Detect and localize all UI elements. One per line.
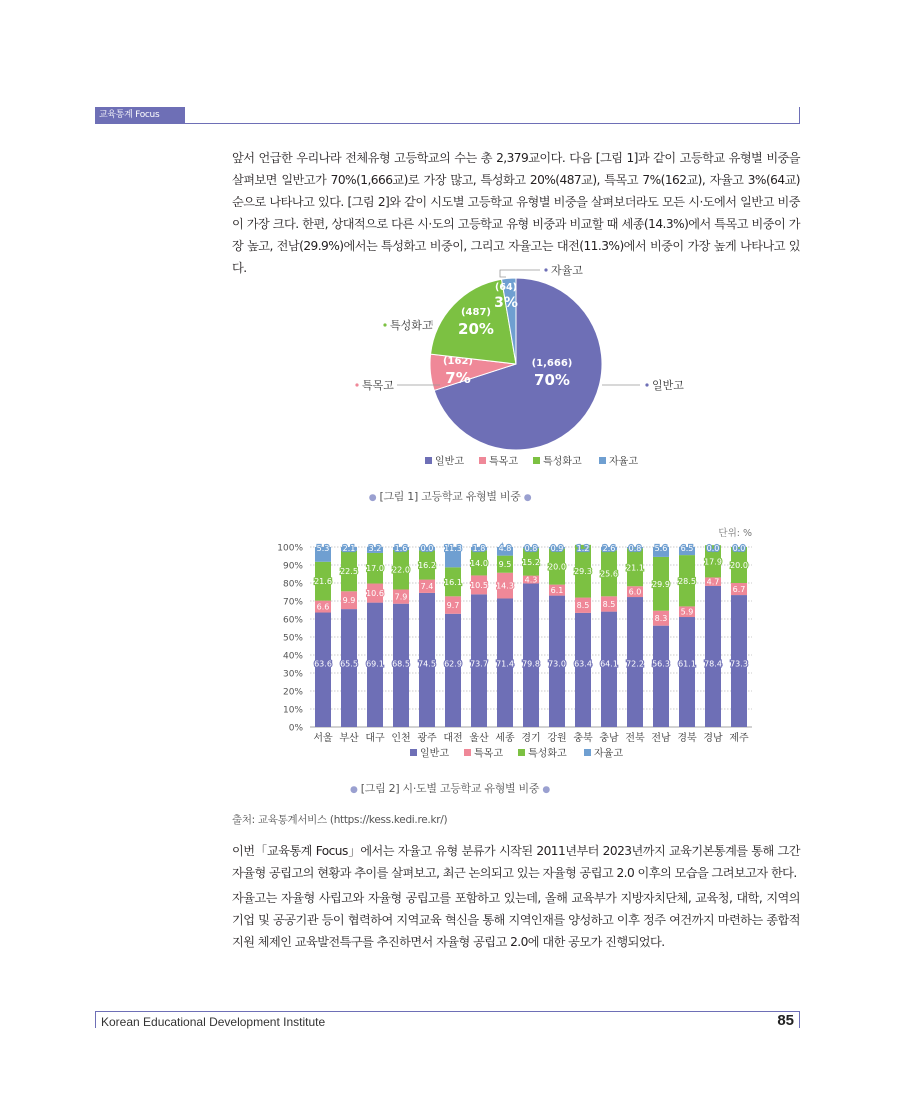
bar-value-label: 16.2 [418,561,436,570]
y-tick-label: 0% [288,723,303,734]
bar-value-label: 0.9 [550,543,564,553]
bar-value-label: 20.0 [730,561,748,570]
x-tick-label: 경기 [521,733,541,744]
bar-value-label: 0.0 [706,543,720,553]
legend-label: 자율고 [609,456,638,468]
y-tick-label: 20% [282,687,303,698]
bar-value-label: 10.6 [366,589,384,599]
bar-value-label: 29.9 [652,579,670,589]
bar-value-label: 2.6 [602,543,616,553]
x-tick-label: 경남 [703,733,723,744]
bar-value-label: 56.3 [652,659,670,669]
legend-label: 일반고 [420,748,449,760]
bar-value-label: 17.9 [704,557,722,567]
y-tick-label: 60% [282,615,303,626]
bar-value-label: 73.0 [548,659,566,669]
bar-value-label: 28.5 [678,576,696,586]
bar-value-label: 3.2 [368,543,382,553]
bar-value-label: 21.6 [314,577,332,587]
figure-1-title: [그림 1] 고등학교 유형별 비중 [379,490,521,503]
bar-value-label: 16.1 [444,577,462,587]
y-tick-label: 70% [282,597,303,608]
legend-swatch [410,749,417,756]
bar-value-label: 11.3 [444,543,462,553]
bar-segment-0 [523,583,539,727]
x-tick-label: 제주 [729,733,749,744]
bar-value-label: 73.7 [470,659,488,669]
legend-label: 특성화고 [543,456,582,468]
pie-count-label: (487) [460,307,492,318]
bar-value-label: 6.5 [680,543,694,553]
bar-value-label: 5.3 [316,543,330,553]
pie-count-label: (162) [442,356,474,367]
bar-value-label: 73.3 [730,659,748,669]
legend-label: 특목고 [489,456,518,468]
x-tick-label: 대구 [365,733,385,744]
bar-value-label: 22.5 [340,567,358,577]
bar-value-label: 65.5 [340,659,358,669]
x-tick-label: 부산 [339,733,359,744]
pie-percent-label: 20% [458,320,494,338]
bar-value-label: 8.3 [654,614,668,624]
pie-callout-general: 일반고 [652,379,684,392]
bar-value-label: 2.1 [342,543,356,553]
bar-segment-0 [653,626,669,727]
pie-legend [425,455,638,468]
bar-value-label: 74.5 [418,659,436,669]
bar-value-label: 0.0 [732,543,746,553]
x-tick-label: 울산 [469,733,489,744]
body-paragraph-2: 이번「교육통계 Focus」에서는 자율고 유형 분류가 시작된 2011년부터 2023년까지 교육기본통계를 통해 그간 자율형 공립고의 현황과 추이를 살펴보고, 최근 논의되고 있는 자율형 공립고 2.0 이후의 모습을 그려보고자 한다. [232,844,800,880]
bar-value-label: 25.6 [600,569,618,579]
bar-value-label: 6.1 [550,586,564,596]
bar-segment-0 [445,614,461,727]
bar-value-label: 4.8 [498,543,512,553]
pie-chart [430,278,602,450]
figure-1-caption [0,488,900,504]
bar-value-label: 71.4 [496,659,514,669]
pie-percent-label: 7% [445,369,471,387]
legend-swatch [533,457,540,464]
source-citation: 출처: 교육통계서비스 (https://kess.kedi.re.kr/) [232,814,448,826]
legend-label: 자율고 [594,748,623,760]
legend-label: 특성화고 [528,748,567,760]
legend-swatch [518,749,525,756]
bar-value-label: 62.9 [444,659,462,669]
x-tick-label: 서울 [313,733,333,744]
caption-bullet-icon: ● [542,785,550,795]
footer-divider [95,1011,800,1012]
legend-swatch [584,749,591,756]
bar-value-label: 9.7 [446,601,460,611]
caption-bullet-icon: ● [523,493,532,503]
x-tick-label: 인천 [391,733,411,744]
y-tick-label: 10% [282,705,303,716]
pie-percent-label: 70% [534,371,570,389]
bar-value-label: 64.1 [600,659,618,669]
bar-segment-0 [601,612,617,727]
bar-value-label: 17.0 [366,564,384,574]
bar-value-label: 8.5 [602,599,616,609]
pie-callout-autonomous: 자율고 [551,264,583,277]
bar-value-label: 63.6 [314,659,332,669]
legend-label: 특목고 [474,748,503,760]
bar-value-label: 7.9 [394,592,408,602]
bar-value-label: 6.0 [628,587,642,597]
pie-callout-vocational: 특성화고 [390,319,433,332]
bar-value-label: 10.5 [470,580,488,590]
bar-value-label: 22.0 [392,565,410,575]
body-paragraph-3: 자율고는 자율형 사립고와 자율형 공립고를 포함하고 있는데, 올해 교육부가 지방자치단체, 교육청, 대학, 지역의 기업 및 공공기관 등이 협력하여 지역교육 혁신을 통해 지역인재를 양성하고 이후 정주 여건까지 마련하는 종합적 지원 체제인 교육발전특구를 추진하면서 자율형 공립고 2.0에 대한 공모가 진행되었다. [232,891,800,949]
bar-value-label: 0.8 [628,543,642,553]
section-tab: 교육통계 Focus [95,107,185,124]
x-tick-label: 전북 [625,733,645,744]
bar-value-label: 5.9 [680,607,694,617]
bar-value-label: 61.1 [678,659,696,669]
bar-value-label: 29.3 [574,567,592,577]
pie-count-label: (64) [495,282,517,293]
y-tick-label: 50% [282,633,303,644]
y-tick-label: 100% [277,543,303,554]
x-tick-label: 전남 [651,733,671,744]
bar-value-label: 78.4 [704,659,722,669]
y-tick-label: 90% [282,561,303,572]
bar-value-label: 21.1 [626,563,644,573]
bar-value-label: 14.0 [470,558,488,568]
bar-segment-0 [679,617,695,727]
bar-chart [313,544,749,744]
figure-2-caption [0,780,900,796]
y-tick-label: 30% [282,669,303,680]
bar-value-label: 68.5 [392,659,410,669]
legend-label: 일반고 [435,456,464,468]
bar-segment-0 [575,613,591,727]
footer-institute: Korean Educational Development Institute [101,1015,326,1029]
bar-value-label: 1.8 [472,543,486,553]
bar-value-label: 69.1 [366,659,384,669]
bar-value-label: 15.2 [522,557,540,567]
bar-value-label: 5.6 [654,543,668,553]
bar-value-label: 79.8 [522,659,540,669]
figure-2-title: [그림 2] 시·도별 고등학교 유형별 비중 [360,782,540,795]
bar-value-label: 8.5 [576,601,590,611]
legend-swatch [599,457,606,464]
bar-value-label: 9.9 [342,596,356,606]
caption-bullet-icon: ● [350,785,358,795]
x-tick-label: 경북 [677,733,697,744]
x-tick-label: 충북 [573,733,593,744]
bar-value-label: 6.7 [732,585,746,595]
pie-callout-special: 특목고 [362,379,394,392]
x-tick-label: 광주 [417,733,437,744]
bar-value-label: 9.5 [498,560,512,570]
bar-unit-label: 단위: % [718,528,752,539]
x-tick-label: 대전 [443,733,463,744]
bar-value-label: 0.0 [420,543,434,553]
page-number: 85 [777,1012,794,1029]
caption-bullet-icon: ● [368,493,377,503]
bar-value-label: 6.6 [316,602,330,612]
intro-paragraph: 앞서 언급한 우리나라 전체유형 고등학교의 수는 총 2,379교이다. 다음 [그림 1]과 같이 고등학교 유형별 비중을 살펴보면 일반고가 70%(1,666교)로 가장 많고, 특성화고 20%(487교), 특목고 7%(162교), 자율고 3%(64교) 순으로 나타나고 있다. [그림 2]와 같이 시도별 고등학교 유형별 비중을 살펴보더라도 모든 시·도에서 일반고 비중이 가장 크다. 한편, 상대적으로 다른 시·도의 고등학교 유형 비중과 비교할 때 세종(14.3%)에서 특목고 비중이 가장 높고, 전남(29.9%)에서는 특성화고 비중이, 그리고 자율고는 대전(11.3%)에서 비중이 가장 높게 나타나고 있다. [232,151,800,275]
x-tick-label: 세종 [495,733,515,744]
bar-value-label: 4.7 [706,577,720,587]
bar-value-label: 63.4 [574,659,592,669]
bar-value-label: 72.2 [626,659,644,669]
bar-value-label: 1.6 [394,543,408,553]
pie-percent-label: 3% [494,295,518,311]
bar-value-label: 4.3 [524,575,538,585]
bar-value-label: 7.4 [420,582,434,592]
bar-legend [410,747,623,760]
pie-count-label: (1,666) [531,358,573,369]
bar-segment-0 [705,586,721,727]
legend-swatch [479,457,486,464]
x-tick-label: 충남 [599,733,619,744]
bar-value-label: 0.8 [524,543,538,553]
y-tick-label: 80% [282,579,303,590]
bar-value-label: 20.0 [548,562,566,572]
bar-value-label: 1.2 [576,543,590,553]
legend-swatch [464,749,471,756]
footer-divider-tick [799,1011,800,1028]
bar-value-label: 14.3 [496,581,514,591]
legend-swatch [425,457,432,464]
footer-divider-tick [95,1011,96,1028]
bar-segment-0 [315,613,331,727]
x-tick-label: 강원 [547,733,567,744]
y-tick-label: 40% [282,651,303,662]
